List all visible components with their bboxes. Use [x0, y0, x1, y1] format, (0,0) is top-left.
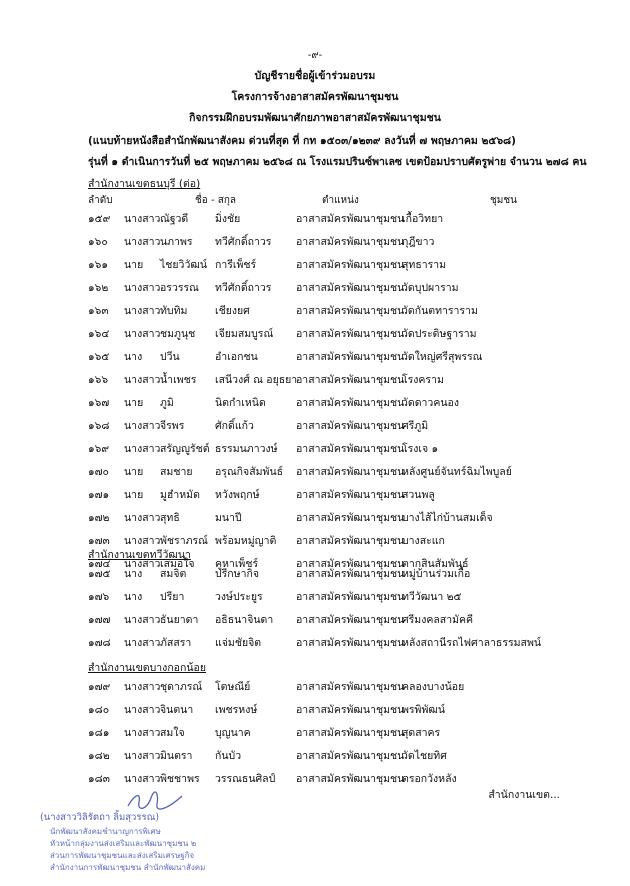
table-row — [0, 256, 630, 274]
table-row — [0, 210, 630, 228]
table-row — [0, 371, 630, 389]
position-cell: อาสาสมัครพัฒนาชุมชน — [296, 614, 405, 626]
position-cell: อาสาสมัครพัฒนาชุมชน — [296, 558, 405, 570]
first-name: พิชชาพร — [160, 773, 200, 785]
community-cell: พรพิพัฒน์ — [402, 704, 446, 716]
table-row — [0, 588, 630, 606]
last-name: อธิธนาจินดา — [215, 614, 274, 626]
table-row — [0, 509, 630, 527]
table-row — [0, 279, 630, 297]
first-name: ชุดาภรณ์ — [160, 681, 203, 693]
name-prefix: นางสาว — [124, 535, 161, 547]
community-cell: สวนพลู — [402, 489, 435, 501]
row-number: ๑๘๒ — [88, 750, 110, 762]
position-cell: อาสาสมัครพัฒนาชุมชน — [296, 443, 405, 455]
document-titles — [0, 66, 630, 129]
name-prefix: นาย — [124, 466, 144, 478]
table-row — [0, 348, 630, 366]
col-name-header: ชื่อ - สกุล — [195, 195, 237, 206]
batch-info: รุ่นที่ ๑ ดำเนินการวันที่ ๒๕ พฤษภาคม ๒๕๖๘ ณ โรงแรมปรินซ์พาเลซ เขตป้อมปราบศัตรูพ่าย จำนวน ๒๗๘ คน — [88, 156, 587, 168]
last-name: อรุณกิจสัมพันธ์ — [215, 466, 284, 478]
row-number: ๑๖๓ — [88, 305, 109, 317]
col-community-header: ชุมชน — [490, 195, 518, 206]
district-section-heading: สำนักงานเขตบางกอกน้อย — [88, 662, 206, 674]
community-cell: ศรีภูมิ — [402, 420, 429, 432]
position-cell: อาสาสมัครพัฒนาชุมชน — [296, 466, 405, 478]
community-cell: โรงคราม — [402, 374, 444, 386]
name-prefix: นางสาว — [124, 305, 161, 317]
row-number: ๑๗๔ — [88, 558, 111, 570]
row-number: ๑๗๖ — [88, 591, 110, 603]
district-section-heading: สำนักงานเขตธนบุรี (ต่อ) — [88, 178, 201, 190]
row-number: ๑๖๑ — [88, 259, 108, 271]
reference-line: (แนบท้ายหนังสือสำนักพัฒนาสังคม ด่วนที่สุด ที่ กท ๑๕๐๓/๑๒๓๙ ลงวันที่ ๗ พฤษภาคม ๒๕๖๘) — [88, 135, 516, 147]
community-cell: ทวีวัฒนา ๒๕ — [402, 591, 462, 603]
first-name: มินตรา — [160, 750, 193, 762]
first-name: จีรพร — [160, 420, 185, 432]
row-number: ๑๖๐ — [88, 236, 108, 248]
last-name: หวังพฤกษ์ — [215, 489, 260, 501]
position-cell: อาสาสมัครพัฒนาชุมชน — [296, 282, 405, 294]
community-cell: หลังศูนย์จันทร์ฉิมไพบูลย์ — [402, 466, 512, 478]
first-name: เสมอใจ — [160, 558, 195, 570]
position-cell: อาสาสมัครพัฒนาชุมชน — [296, 773, 405, 785]
name-prefix: นางสาว — [124, 681, 161, 693]
name-prefix: นางสาว — [124, 443, 161, 455]
row-number: ๑๗๗ — [88, 614, 111, 626]
handwritten-signature — [125, 790, 185, 812]
last-name: โตษณีย์ — [215, 681, 251, 693]
position-cell: อาสาสมัครพัฒนาชุมชน — [296, 305, 405, 317]
district-section-heading: สำนักงานเขตทวีวัฒนา — [88, 549, 191, 561]
project-title: โครงการจ้างอาสาสมัครพัฒนาชุมชน — [231, 91, 399, 103]
first-name: ภูมิ — [160, 397, 174, 409]
last-name: บุญนาค — [215, 727, 251, 739]
community-cell: ตรอกวังหลัง — [402, 773, 457, 785]
community-cell: ศรีมงคลสามัคคี — [402, 614, 474, 626]
row-number: ๑๖๕ — [88, 351, 110, 363]
first-name: ปวีน — [160, 351, 180, 363]
position-cell: อาสาสมัครพัฒนาชุมชน — [296, 727, 405, 739]
first-name: มูฮำหมัด — [160, 489, 200, 501]
table-row — [0, 394, 630, 412]
name-prefix: นางสาว — [124, 704, 161, 716]
row-number: ๑๗๑ — [88, 489, 110, 501]
name-prefix: นางสาว — [124, 727, 161, 739]
row-number: ๑๗๐ — [88, 466, 109, 478]
table-row — [0, 724, 630, 742]
last-name: พร้อมหมู่ญาติ — [215, 535, 277, 547]
name-prefix: นาย — [124, 489, 144, 501]
last-name: แจ่มชัยจิต — [215, 637, 262, 649]
name-prefix: นางสาว — [124, 328, 161, 340]
last-name: คูหาเพ็ชร์ — [215, 558, 259, 570]
table-row — [0, 325, 630, 343]
position-cell: อาสาสมัครพัฒนาชุมชน — [296, 374, 405, 386]
name-prefix: นาง — [124, 351, 143, 363]
first-name: น้ำเพชร — [160, 374, 197, 386]
community-cell: สุทธาราม — [402, 259, 447, 271]
community-cell: บางสะแก — [402, 535, 445, 547]
continued-note: สำนักงานเขต... — [488, 789, 560, 801]
signatory-title-line: หัวหน้ากลุ่มงานส่งเสริมและพัฒนาชุมชน ๒ — [50, 839, 197, 848]
position-cell: อาสาสมัครพัฒนาชุมชน — [296, 681, 405, 693]
table-row — [0, 747, 630, 765]
row-number: ๑๘๓ — [88, 773, 110, 785]
name-prefix: นางสาว — [124, 614, 161, 626]
name-prefix: นาย — [124, 397, 144, 409]
first-name: ธันยาดา — [160, 614, 199, 626]
page-number: -๙- — [307, 50, 323, 61]
row-number: ๑๖๘ — [88, 420, 110, 432]
table-row — [0, 233, 630, 251]
first-name: สรัญญูรัชต์ — [160, 443, 210, 455]
position-cell: อาสาสมัครพัฒนาชุมชน — [296, 213, 405, 225]
last-name: เจียมสมบูรณ์ — [215, 328, 274, 340]
table-row — [0, 634, 630, 652]
first-name: อรวรรณ — [160, 282, 199, 294]
name-prefix: นางสาว — [124, 773, 161, 785]
table-row — [0, 611, 630, 629]
position-cell: อาสาสมัครพัฒนาชุมชน — [296, 420, 405, 432]
table-row — [0, 678, 630, 696]
table-row — [0, 701, 630, 719]
table-row — [0, 565, 630, 583]
row-number: ๑๗๒ — [88, 512, 110, 524]
position-cell: อาสาสมัครพัฒนาชุมชน — [296, 750, 405, 762]
table-row — [0, 486, 630, 504]
community-cell: ตากสินสัมพันธ์ — [402, 558, 469, 570]
column-header-row — [0, 193, 630, 211]
first-name: สมใจ — [160, 727, 185, 739]
first-name: สุทธิ — [160, 512, 180, 524]
first-name: ณัฐวดี — [160, 213, 189, 225]
last-name: นิตกำเหนิด — [215, 397, 266, 409]
community-cell: วัดประดิษฐาราม — [402, 328, 477, 340]
first-name: ทับทิม — [160, 305, 188, 317]
community-cell: บางไส้ไก่บ้านสมเด็จ — [402, 512, 493, 524]
first-name: ไชยวิวัฒน์ — [160, 259, 208, 271]
position-cell: อาสาสมัครพัฒนาชุมชน — [296, 328, 405, 340]
first-name: สมชาย — [160, 466, 193, 478]
name-prefix: นาย — [124, 259, 144, 271]
community-cell: เกื้อวิทยา — [402, 213, 444, 225]
name-prefix: นางสาว — [124, 512, 161, 524]
first-name: ชมภูนุช — [160, 328, 196, 340]
row-number: ๑๖๗ — [88, 397, 110, 409]
row-number: ๑๘๐ — [88, 704, 110, 716]
row-number: ๑๖๙ — [88, 443, 110, 455]
row-number: ๑๗๘ — [88, 637, 111, 649]
row-number: ๑๘๑ — [88, 727, 110, 739]
name-prefix: นางสาว — [124, 282, 161, 294]
col-order-header: ลำดับ — [88, 195, 113, 206]
last-name: ทวีศักดิ์ถาวร — [215, 236, 272, 248]
signatory-title-line: นักพัฒนาสังคมชำนาญการพิเศษ — [50, 827, 161, 836]
community-cell: กุฎีขาว — [402, 236, 435, 248]
first-name: นภาพร — [160, 236, 193, 248]
document-title: บัญชีรายชื่อผู้เข้าร่วมอบรม — [254, 70, 376, 82]
last-name: เชียงยศ — [215, 305, 250, 317]
community-cell: โรงเจ ๑ — [402, 443, 439, 455]
first-name: ปรียา — [160, 591, 185, 603]
row-number: ๑๖๔ — [88, 328, 110, 340]
row-number: ๑๖๖ — [88, 374, 108, 386]
community-cell: วัดดาวคนอง — [402, 397, 459, 409]
position-cell: อาสาสมัครพัฒนาชุมชน — [296, 535, 405, 547]
community-cell: คลองบางน้อย — [402, 681, 465, 693]
last-name: เพชรหงษ์ — [215, 704, 258, 716]
last-name: กันบัว — [215, 750, 242, 762]
position-cell: อาสาสมัครพัฒนาชุมชน — [296, 568, 405, 580]
community-cell: วัดไชยทิศ — [402, 750, 447, 762]
name-prefix: นางสาว — [124, 637, 161, 649]
community-cell: วัดใหญ่ศรีสุพรรณ — [402, 351, 483, 363]
last-name: วรรณธนศิลป์ — [215, 773, 276, 785]
col-position-header: ตำแหน่ง — [322, 195, 359, 206]
first-name: พัชราภรณ์ — [160, 535, 208, 547]
position-cell: อาสาสมัครพัฒนาชุมชน — [296, 489, 405, 501]
community-cell: หมู่บ้านร่วมเกื้อ — [402, 568, 471, 580]
community-cell: สุดสาคร — [402, 727, 441, 739]
name-prefix: นางสาว — [124, 374, 161, 386]
community-cell: วัดบุปผาราม — [402, 282, 459, 294]
first-name: ภัสสรา — [160, 637, 192, 649]
name-prefix: นางสาว — [124, 236, 161, 248]
last-name: อำเอกชน — [215, 351, 258, 363]
row-number: ๑๗๕ — [88, 568, 111, 580]
name-prefix: นางสาว — [124, 213, 161, 225]
name-prefix: นางสาว — [124, 420, 161, 432]
last-name: มนาปี — [215, 512, 242, 524]
table-row — [0, 302, 630, 320]
community-cell: วัดกันตทาราราม — [402, 305, 478, 317]
first-name: สมจิต — [160, 568, 187, 580]
position-cell: อาสาสมัครพัฒนาชุมชน — [296, 351, 405, 363]
name-prefix: นางสาว — [124, 558, 161, 570]
position-cell: อาสาสมัครพัฒนาชุมชน — [296, 512, 405, 524]
position-cell: อาสาสมัครพัฒนาชุมชน — [296, 236, 405, 248]
row-number: ๑๗๓ — [88, 535, 110, 547]
last-name: ทวีศักดิ์ถาวร — [215, 282, 272, 294]
name-prefix: นางสาว — [124, 750, 161, 762]
last-name: ธรรมนภาวงษ์ — [215, 443, 278, 455]
table-row — [0, 463, 630, 481]
row-number: ๑๕๙ — [88, 213, 111, 225]
table-row — [0, 440, 630, 458]
name-prefix: นาง — [124, 591, 143, 603]
activity-title: กิจกรรมฝึกอบรมพัฒนาศักยภาพอาสาสมัครพัฒนาชุมชน — [189, 112, 441, 124]
signatory-name: (นางสาววิลิรัตถา ลิ้มสุวรรณ) — [40, 812, 160, 823]
last-name: มิ่งชัย — [215, 213, 241, 225]
last-name: การีเพ็ชร์ — [215, 259, 257, 271]
signatory-title-line: สำนักงานการพัฒนาชุมชน สำนักพัฒนาสังคม — [50, 863, 206, 872]
table-row — [0, 417, 630, 435]
row-number: ๑๖๒ — [88, 282, 109, 294]
first-name: จินตนา — [160, 704, 194, 716]
community-cell: หลังสถานีรถไฟศาลาธรรมสพน์ — [402, 637, 542, 649]
last-name: เสนีวงศ์ ณ อยุธยา — [215, 374, 298, 386]
position-cell: อาสาสมัครพัฒนาชุมชน — [296, 704, 405, 716]
last-name: ศักดิ์แก้ว — [215, 420, 254, 432]
position-cell: อาสาสมัครพัฒนาชุมชน — [296, 591, 405, 603]
row-number: ๑๗๙ — [88, 681, 111, 693]
position-cell: อาสาสมัครพัฒนาชุมชน — [296, 637, 405, 649]
signatory-title-line: ส่วนการพัฒนาชุมชนและส่งเสริมเศรษฐกิจ — [50, 851, 195, 860]
last-name: ปรีกษากิจ — [215, 568, 259, 580]
position-cell: อาสาสมัครพัฒนาชุมชน — [296, 397, 405, 409]
position-cell: อาสาสมัครพัฒนาชุมชน — [296, 259, 405, 271]
name-prefix: นาง — [124, 568, 143, 580]
last-name: วงษ์ประยูร — [215, 591, 263, 603]
